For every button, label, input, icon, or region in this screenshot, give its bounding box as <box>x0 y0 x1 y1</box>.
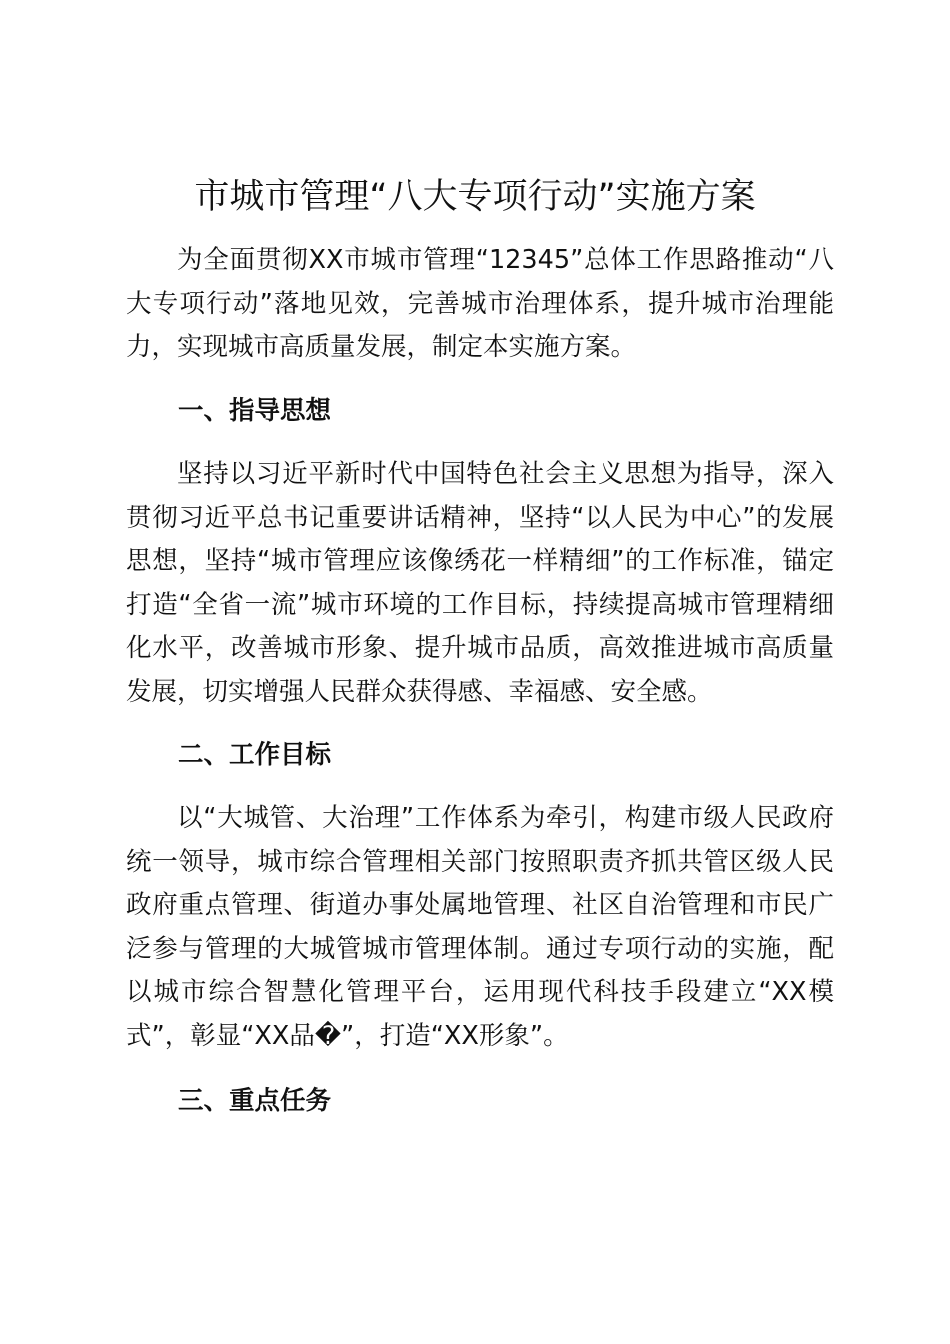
section-heading-guiding-ideology: 一、指导思想 <box>178 396 332 426</box>
section-body-guiding-ideology: 坚持以习近平新时代中国特色社会主义思想为指导，深入贯彻习近平总书记重要讲话精神，坚持“以人民为中心”的发展思想，坚持“城市管理应该像绣花一样精细”的工作标准，锚定打造“全省一流”城市环境的工作目标，持续提高城市管理精细化水平，改善城市形象、提升城市品质，高效推进城市高质量发展，切实增强人民群众获得感、幸福感、安全感。 <box>126 459 834 707</box>
section-heading-work-goals: 二、工作目标 <box>178 740 332 770</box>
document-title: 市城市管理“八大专项行动”实施方案 <box>194 177 756 217</box>
intro-paragraph: 为全面贯彻XX市城市管理“12345”总体工作思路推动“八大专项行动”落地见效，完善城市治理体系，提升城市治理能力，实现城市高质量发展，制定本实施方案。 <box>126 245 834 362</box>
section-heading-key-tasks: 三、重点任务 <box>178 1086 332 1116</box>
section-body-work-goals: 以“大城管、大治理”工作体系为牵引，构建市级人民政府统一领导，城市综合管理相关部门按照职责齐抓共管区级人民政府重点管理、街道办事处属地管理、社区自治管理和市民广泛参与管理的大城管城市管理体制。通过专项行动的实施，配以城市综合智慧化管理平台，运用现代科技手段建立“XX模式”，彰显“XX品�”，打造“XX形象”。 <box>126 803 834 1051</box>
